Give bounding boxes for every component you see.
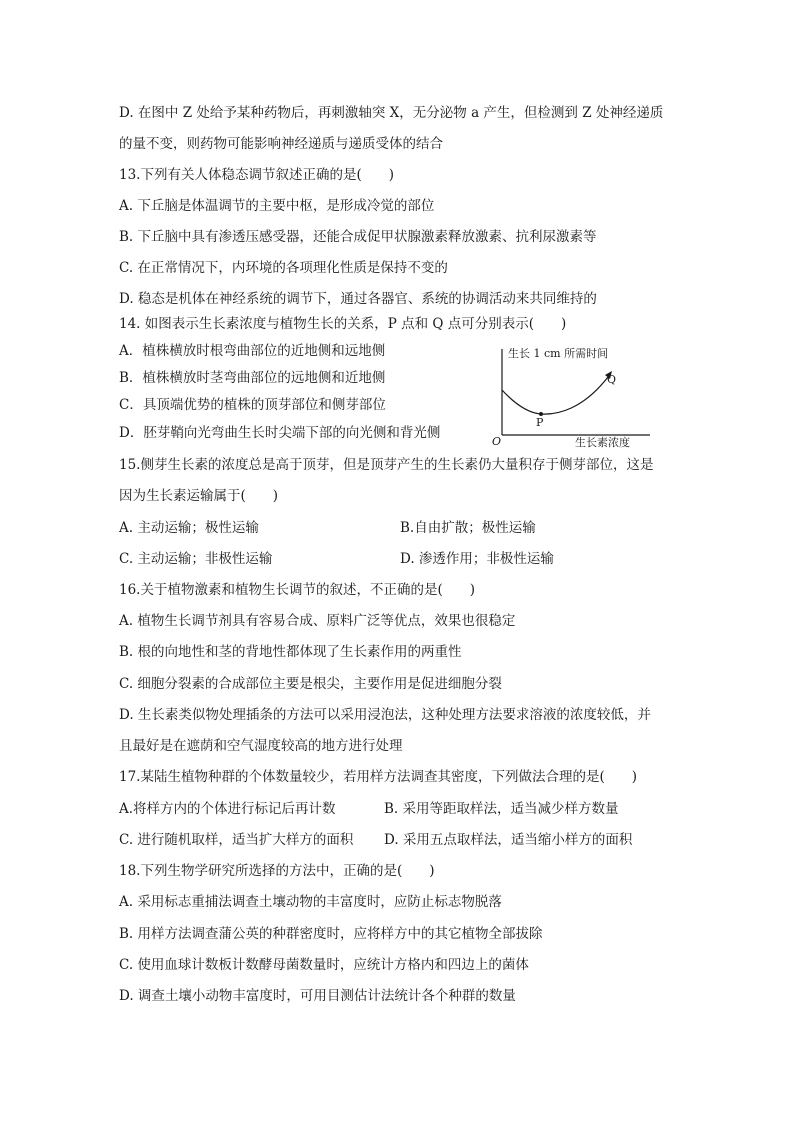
question-14-option-b: B．植株横放时茎弯曲部位的远地侧和近地侧 [119,370,386,386]
point-q-label: Q [607,373,617,386]
question-18-option-b: B. 用样方法调查蒲公英的种群密度时，应将样方中的其它植物全部拔除 [119,926,543,942]
question-14-option-c: C．具顶端优势的植株的顶芽部位和侧芽部位 [119,397,386,413]
x-axis-label: 生长素浓度 [575,436,630,448]
question-18-option-a: A. 采用标志重捕法调查土壤动物的丰富度时，应防止标志物脱落 [119,894,502,910]
question-13-option-a: A. 下丘脑是体温调节的主要中枢，是形成冷觉的部位 [119,198,435,214]
growth-curve [502,377,608,414]
question-13-option-b: B. 下丘脑中具有渗透压感受器，还能合成促甲状腺激素释放激素、抗利尿激素等 [119,229,597,245]
question-13-option-d: D. 稳态是机体在神经系统的调节下，通过各器官、系统的协调活动来共同维持的 [119,291,597,307]
question-13-stem: 13.下列有关人体稳态调节叙述正确的是( ) [119,167,395,183]
question-17-option-d: D. 采用五点取样法，适当缩小样方的面积 [384,832,633,848]
question-18-stem: 18.下列生物学研究所选择的方法中，正确的是( ) [119,863,435,879]
question-14-option-a: A．植株横放时根弯曲部位的近地侧和远地侧 [119,343,386,359]
growth-curve-figure [488,343,658,448]
question-16-option-d-line-2: 且最好是在遮荫和空气湿度较高的地方进行处理 [119,738,403,754]
question-15-option-d: D. 渗透作用；非极性运输 [400,551,554,567]
question-18-option-c: C. 使用血球计数板计数酵母菌数量时，应统计方格内和四边上的菌体 [119,957,529,973]
question-15-option-c: C. 主动运输；非极性运输 [119,551,273,567]
point-p-label: P [536,416,544,429]
question-16-option-d-line-1: D. 生长素类似物处理插条的方法可以采用浸泡法，这种处理方法要求溶液的浓度较低，并 [119,707,651,723]
question-17-option-a: A.将样方内的个体进行标记后再计数 [119,801,336,817]
question-16-option-a: A. 植物生长调节剂具有容易合成、原料广泛等优点，效果也很稳定 [119,613,516,629]
question-17-option-b: B. 采用等距取样法，适当减少样方数量 [384,801,619,817]
question-17-stem: 17.某陆生植物种群的个体数量较少，若用样方法调查其密度，下列做法合理的是( ) [119,769,638,785]
question-15-option-a: A. 主动运输；极性运输 [119,520,259,536]
origin-label: O [492,435,502,448]
question-12d-line-1: D. 在图中 Z 处给予某种药物后，再刺激轴突 X，无分泌物 a 产生，但检测到 Z 处神经递质 [119,105,664,121]
question-16-stem: 16.关于植物激素和植物生长调节的叙述，不正确的是( ) [119,582,476,598]
question-12d-line-2: 的量不变，则药物可能影响神经递质与递质受体的结合 [119,136,443,152]
question-16-option-b: B. 根的向地性和茎的背地性都体现了生长素作用的两重性 [119,644,462,660]
question-15-stem-line-2: 因为生长素运输属于( ) [119,488,279,504]
question-16-option-c: C. 细胞分裂素的合成部位主要是根尖，主要作用是促进细胞分裂 [119,676,502,692]
question-17-option-c: C. 进行随机取样，适当扩大样方的面积 [119,832,354,848]
y-axis-label: 生长 1 cm 所需时间 [508,347,609,360]
question-13-option-c: C. 在正常情况下，内环境的各项理化性质是保持不变的 [119,260,448,276]
question-14-option-d: D．胚芽鞘向光弯曲生长时尖端下部的向光侧和背光侧 [119,425,441,441]
question-15-option-b: B.自由扩散；极性运输 [400,520,536,536]
question-15-stem-line-1: 15.侧芽生长素的浓度总是高于顶芽，但是顶芽产生的生长素仍大量积存于侧芽部位，这是 [119,457,654,473]
question-14-stem: 14. 如图表示生长素浓度与植物生长的关系，P 点和 Q 点可分别表示( ) [119,316,567,332]
question-18-option-d: D. 调查土壤小动物丰富度时，可用目测估计法统计各个种群的数量 [119,988,516,1004]
